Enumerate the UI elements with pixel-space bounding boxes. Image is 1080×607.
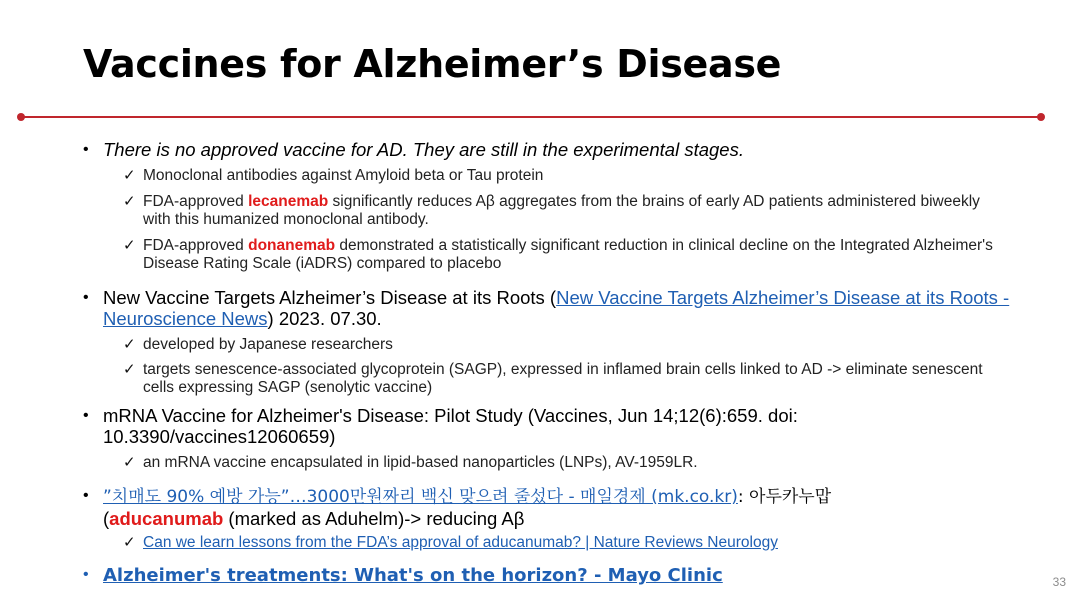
sub-bullet-lecanemab: ✓ FDA-approved lecanemab significantly reduces Aβ aggregates from the brains of early AD patients administered biweekly with this humanized monoclonal antibody.	[123, 193, 980, 228]
sub-bullet-japanese-researchers: ✓ developed by Japanese researchers	[123, 336, 393, 353]
sub-bullet-donanemab: ✓ FDA-approved donanemab demonstrated a statistically significant reduction in clinical decline on the Integrated Alzheimer's Disease Rating Scale (iADRS) compared to placebo	[123, 237, 993, 272]
link-mayo-clinic[interactable]: Alzheimer's treatments: What's on the horizon? - Mayo Clinic	[103, 565, 723, 586]
sub-bullet-fda-lessons	[123, 534, 1003, 552]
bullet-new-vaccine-roots: • New Vaccine Targets Alzheimer’s Disease at its Roots (New Vaccine Targets Alzheimer’s Disease at its Roots - Neuroscience News) 2023. 07.30.	[83, 287, 1010, 329]
link-mk-article[interactable]: ”치매도 90% 예방 가능”…3000만원짜리 백신 맞으려 줄섰다 - 매일경제 (mk.co.kr)	[103, 487, 738, 507]
bullet-dot-icon: •	[83, 141, 89, 158]
bullet-mrna-vaccine: • mRNA Vaccine for Alzheimer's Disease: Pilot Study (Vaccines, Jun 14;12(6):659. doi: 10.3390/vaccines12060659)	[83, 405, 798, 447]
bullet-dot-icon: •	[83, 407, 89, 424]
bullet-aducanumab: • ”치매도 90% 예방 가능”…3000만원짜리 백신 맞으려 줄섰다 - 매일경제 (mk.co.kr): 아두카누맙 (aducanumab (marked as Aduhelm)-> reducing Aβ	[83, 487, 832, 529]
checkmark-icon: ✓	[123, 237, 136, 254]
drug-name-aducanumab: aducanumab	[109, 508, 224, 529]
bullet-mayo-clinic	[83, 564, 1033, 586]
page-number: 33	[1052, 575, 1066, 589]
bullet-dot-icon: •	[83, 487, 89, 504]
checkmark-icon: ✓	[123, 167, 136, 184]
checkmark-icon: ✓	[123, 361, 136, 378]
link-neuroscience-news[interactable]: New Vaccine Targets Alzheimer’s Disease at its Roots - Neuroscience News	[103, 287, 1010, 329]
slide-title: Vaccines for Alzheimer’s Disease	[83, 42, 782, 86]
checkmark-icon: ✓	[123, 454, 136, 471]
checkmark-icon: ✓	[123, 193, 136, 210]
sub-bullet-sagp: ✓ targets senescence-associated glycoprotein (SAGP), expressed in inflamed brain cells linked to AD -> eliminate senescent cells expressing SAGP (senolytic vaccine)	[123, 361, 983, 396]
drug-name-lecanemab: lecanemab	[248, 193, 329, 210]
bullet-dot-icon: •	[83, 289, 89, 306]
sub-bullet-monoclonal: ✓ Monoclonal antibodies against Amyloid beta or Tau protein	[123, 167, 544, 184]
checkmark-icon: ✓	[123, 336, 136, 353]
link-nature-reviews[interactable]: Can we learn lessons from the FDA’s approval of aducanumab? | Nature Reviews Neurology	[143, 534, 778, 551]
sub-bullet-lnp: ✓ an mRNA vaccine encapsulated in lipid-based nanoparticles (LNPs), AV-1959LR.	[123, 454, 698, 471]
bullet-dot-icon: •	[83, 566, 89, 583]
checkmark-icon: ✓	[123, 534, 136, 551]
drug-name-donanemab: donanemab	[248, 237, 336, 254]
bullet-no-approved-vaccine: • There is no approved vaccine for AD. They are still in the experimental stages.	[83, 139, 744, 160]
